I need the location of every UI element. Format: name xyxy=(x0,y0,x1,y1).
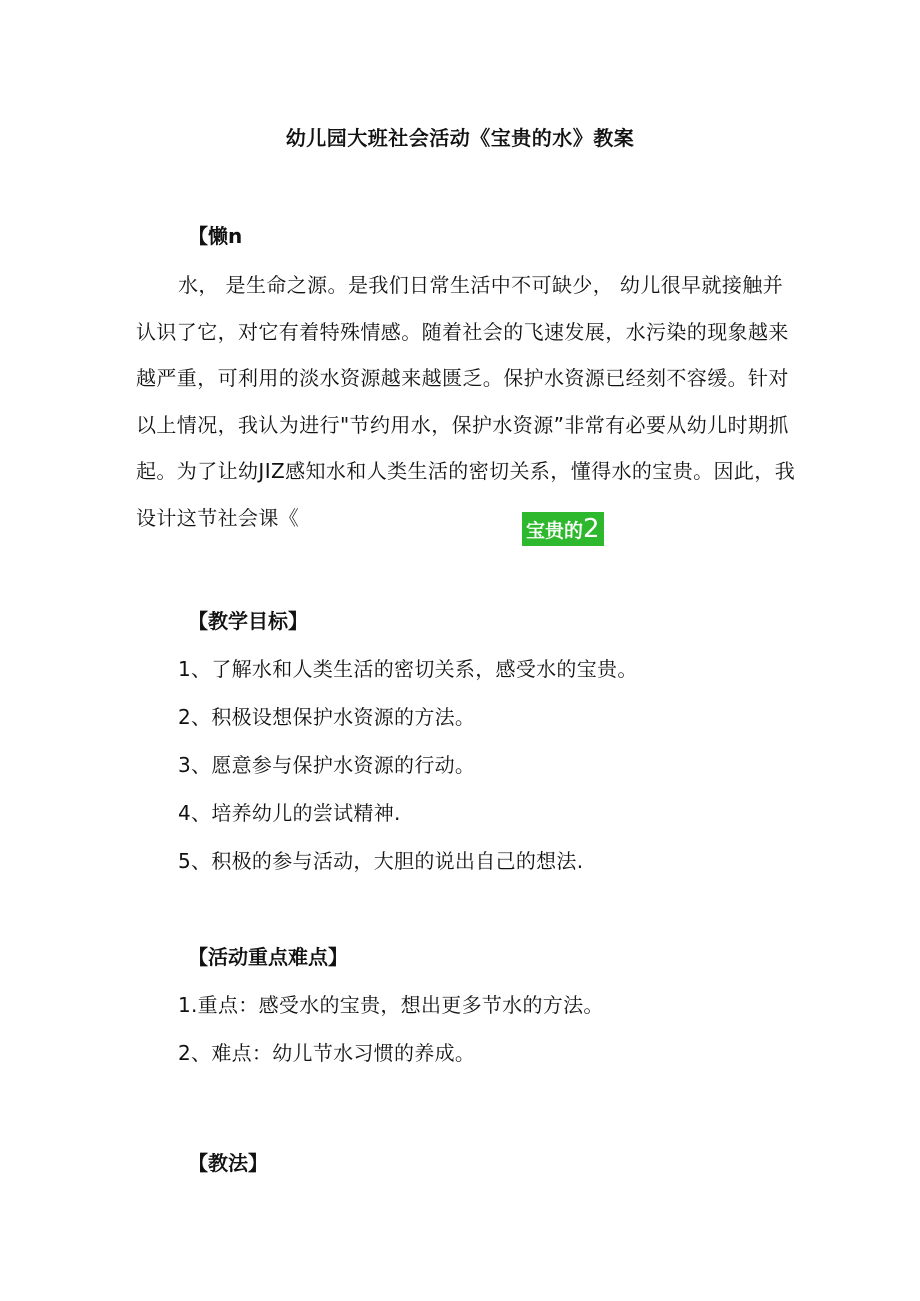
highlighted-title-fragment xyxy=(522,512,604,546)
key-point-item: 1.重点：感受水的宝贵，想出更多节水的方法。 xyxy=(178,993,604,1017)
goal-item: 5、积极的参与活动，大胆的说出自己的想法. xyxy=(178,849,584,873)
paragraph-line: 设计这节社会课《 xyxy=(136,505,300,530)
highlight-digit: 2 xyxy=(583,514,600,544)
heading-design-intent: 【懒n xyxy=(188,224,243,248)
design-paragraph xyxy=(136,262,796,541)
paragraph-line: 起。为了让幼JIZ感知水和人类生活的密切关系，懂得水的宝贵。因此，我 xyxy=(136,459,796,483)
paragraph-line: 以上情况，我认为进行"节约用水，保护水资源”非常有必要从幼儿时期抓 xyxy=(136,412,789,437)
paragraph-line: 越严重，可利用的淡水资源越来越匮乏。保护水资源已经刻不容缓。针对 xyxy=(136,366,789,390)
paragraph-line: 水， 是生命之源。是我们日常生活中不可缺少， 幼儿很早就接触并 xyxy=(178,273,784,297)
paragraph-line: 认识了它，对它有着特殊情感。随着社会的飞速发展，水污染的现象越来 xyxy=(136,319,789,344)
key-point-item: 2、难点：幼儿节水习惯的养成。 xyxy=(178,1041,476,1065)
heading-teaching-goals: 【教学目标】 xyxy=(188,609,308,633)
goal-item: 1、了解水和人类生活的密切关系，感受水的宝贵。 xyxy=(178,657,638,681)
goal-item: 2、积极设想保护水资源的方法。 xyxy=(178,705,476,729)
document-title: 幼儿园大班社会活动《宝贵的水》教案 xyxy=(285,126,635,150)
highlight-text: 宝贵的 xyxy=(526,520,584,542)
heading-teaching-methods: 【教法】 xyxy=(188,1151,268,1175)
goal-item: 4、培养幼儿的尝试精神. xyxy=(178,801,401,825)
heading-key-points: 【活动重点难点】 xyxy=(188,945,348,969)
goal-item: 3、愿意参与保护水资源的行动。 xyxy=(178,753,476,777)
